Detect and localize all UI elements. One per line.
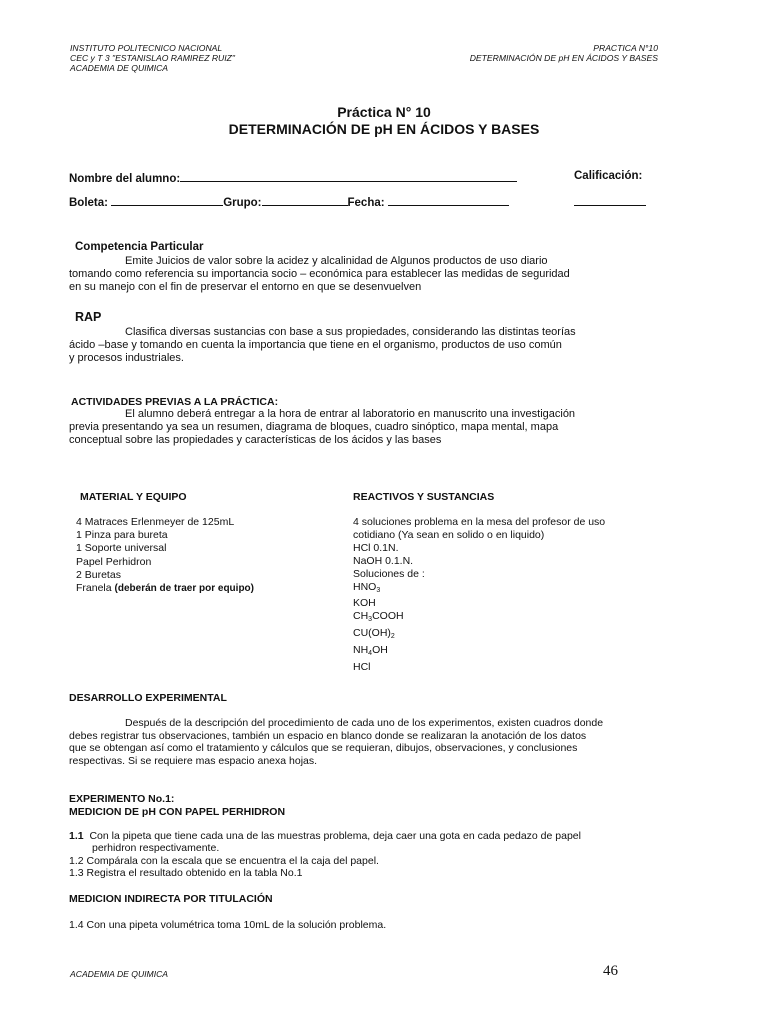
formula-text: HNO	[353, 580, 377, 593]
experimento1-heading-line1: EXPERIMENTO No.1:	[69, 793, 175, 805]
boleta-line	[111, 194, 223, 206]
rap-text	[69, 326, 662, 366]
boleta-label: Boleta:	[69, 197, 108, 209]
formula-text: OH	[372, 644, 388, 657]
desarrollo-line: debes registrar tus observaciones, también un espacio en blanco donde se realizaran la anotación de los datos	[69, 729, 587, 742]
header-practice-number: PRACTICA N°10	[593, 43, 658, 53]
experimento1-heading-line2: MEDICION DE pH CON PAPEL PERHIDRON	[69, 805, 286, 818]
titulacion-heading: MEDICION INDIRECTA POR TITULACIÓN	[69, 893, 273, 905]
competencia-text	[69, 255, 662, 295]
desarrollo-line: Después de la descripción del procedimiento de cada uno de los experimentos, existen cuadros donde	[125, 717, 604, 729]
actividades-line: previa presentando ya sea un resumen, diagrama de bloques, cuadro sinóptico, mapa mental, mapa	[69, 421, 559, 434]
rap-line: y procesos industriales.	[69, 352, 184, 365]
formula-subscript: 3	[368, 616, 373, 624]
formula-cuoh2	[353, 627, 655, 644]
rap-line: ácido –base y tomando en cuenta la importancia que tiene en el organismo, productos de uso común	[69, 339, 562, 352]
competencia-heading: Competencia Particular	[75, 241, 204, 253]
reactivos-heading: REACTIVOS Y SUSTANCIAS	[353, 491, 495, 503]
page-number: 46	[603, 963, 618, 979]
header-practice-title: DETERMINACIÓN DE pH EN ÁCIDOS Y BASES	[469, 53, 658, 63]
desarrollo-line: respectivas. Si se requiere mas espacio anexa hojas.	[69, 754, 318, 767]
material-heading: MATERIAL Y EQUIPO	[80, 491, 187, 503]
material-item: Papel Perhidron	[76, 555, 152, 568]
student-name-label: Nombre del alumno:	[69, 173, 181, 185]
step-1-1	[69, 830, 581, 842]
formula-text: COOH	[372, 610, 404, 623]
formula-subscript: 4	[368, 650, 373, 658]
rap-line: Clasifica diversas sustancias con base a sus propiedades, considerando las distintas teorías	[125, 326, 576, 338]
formula-text: CH	[353, 610, 369, 623]
date-line	[388, 194, 509, 206]
step-number: 1.1	[69, 830, 84, 842]
header-institution: INSTITUTO POLITECNICO NACIONAL	[70, 43, 223, 53]
experimento1-steps	[69, 830, 581, 880]
footer-academy: ACADEMIA DE QUIMICA	[70, 969, 169, 979]
formula-subscript: 2	[390, 633, 395, 641]
material-item: 1 Pinza para bureta	[76, 529, 168, 542]
experimento1-heading	[69, 793, 285, 818]
material-item-franela	[76, 582, 254, 595]
material-item-label: Franela	[76, 582, 112, 595]
material-item-note: (deberán de traer por equipo)	[114, 583, 254, 595]
competencia-line: tomando como referencia su importancia socio – económica para establecer las medidas de seguridad	[69, 268, 570, 281]
header-academy: ACADEMIA DE QUIMICA	[70, 63, 169, 73]
header-left	[70, 43, 235, 73]
material-list	[76, 516, 254, 595]
date-label: Fecha:	[347, 197, 385, 209]
step-text: Con la pipeta que tiene cada una de las muestras problema, deja caer una gota en cada pedazo de papel	[89, 830, 581, 842]
step-1-3: 1.3 Registra el resultado obtenido en la tabla No.1	[69, 867, 303, 880]
rap-heading: RAP	[75, 310, 102, 324]
reactivo-item: HCl 0.1N.	[353, 541, 399, 554]
group-label: Grupo:	[223, 197, 262, 209]
step-1-1-continued: perhidron respectivamente.	[92, 842, 220, 855]
reactivo-item: NaOH 0.1.N.	[353, 554, 414, 567]
reactivos-intro: cotidiano (Ya sean en solido o en liquido)	[353, 528, 545, 541]
actividades-line: conceptual sobre las propiedades y características de los ácidos y las bases	[69, 434, 442, 447]
actividades-text	[69, 408, 662, 448]
actividades-heading: ACTIVIDADES PREVIAS A LA PRÁCTICA:	[71, 396, 279, 408]
formula-text: NH	[353, 644, 369, 657]
material-item: 1 Soporte universal	[76, 542, 167, 555]
formula-hno3	[353, 581, 655, 598]
formula-subscript: 3	[376, 586, 381, 594]
grade-label: Calificación:	[574, 170, 643, 182]
reactivos-list	[353, 516, 655, 674]
step-1-2: 1.2 Compárala con la escala que se encuentra el la caja del papel.	[69, 854, 379, 867]
desarrollo-heading: DESARROLLO EXPERIMENTAL	[69, 692, 227, 704]
step-1-4: 1.4 Con una pipeta volumétrica toma 10mL de la solución problema.	[69, 919, 387, 931]
formula-text: CU(OH)	[353, 627, 391, 640]
desarrollo-line: que se obtengan así como el tratamiento y cálculos que se requieran, dibujos, observaciones, y conclusiones	[69, 742, 578, 755]
page-title: Práctica N° 10	[337, 104, 431, 120]
grade-row	[574, 194, 646, 209]
formula-hcl: HCl	[353, 661, 371, 674]
formula-koh: KOH	[353, 597, 376, 610]
boleta-row	[69, 194, 509, 209]
student-name-row	[69, 170, 517, 185]
grade-line	[574, 194, 646, 206]
page-subtitle: DETERMINACIÓN DE pH EN ÁCIDOS Y BASES	[228, 121, 540, 137]
reactivo-item: Soluciones de :	[353, 567, 425, 580]
header-school: CEC y T 3 "ESTANISLAO RAMIREZ RUIZ"	[70, 53, 235, 63]
header-right	[470, 43, 658, 63]
formula-nh4oh	[353, 644, 655, 661]
group-line	[262, 194, 348, 206]
student-name-line	[180, 170, 517, 182]
actividades-line: El alumno deberá entregar a la hora de entrar al laboratorio en manuscrito una investigación	[125, 408, 576, 420]
formula-ch3cooh	[353, 610, 655, 627]
competencia-line: Emite Juicios de valor sobre la acidez y alcalinidad de Algunos productos de uso diario	[125, 255, 548, 267]
desarrollo-text	[69, 717, 662, 767]
competencia-line: en su manejo con el fin de preservar el entorno en que se desenvuelven	[69, 281, 422, 294]
reactivos-intro: 4 soluciones problema en la mesa del profesor de uso	[353, 516, 606, 528]
material-item: 2 Buretas	[76, 568, 121, 581]
material-item: 4 Matraces Erlenmeyer de 125mL	[76, 516, 235, 528]
